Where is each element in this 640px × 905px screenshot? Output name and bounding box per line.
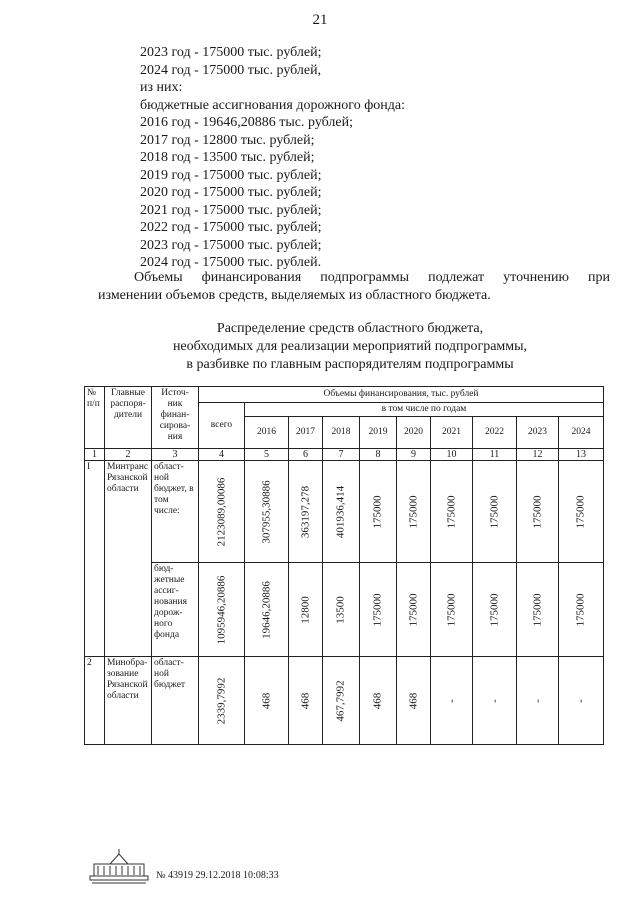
header-year: 2017	[289, 417, 323, 449]
header-year: 2022	[473, 417, 517, 449]
column-number: 12	[517, 449, 559, 461]
value-text: 467,7992	[334, 679, 347, 722]
value-text: 363197,278	[299, 485, 311, 538]
value-text: 468	[371, 692, 384, 709]
value-cell	[473, 563, 517, 657]
value-text: 175000	[445, 593, 457, 626]
budget-table	[84, 386, 604, 745]
value-cell	[289, 461, 323, 563]
row-source: бюд-жетные ассиг-нования дорож-ного фонда	[152, 563, 199, 657]
value-text: 1095946,20886	[215, 575, 227, 644]
document-stamp: № 43919 29.12.2018 10:08:33	[156, 870, 279, 881]
value-text: 19646,20886	[260, 580, 272, 639]
value-text: 175000	[574, 593, 587, 626]
funding-line: 2021 год - 175000 тыс. рублей;	[140, 202, 322, 218]
funding-line: 2024 год - 175000 тыс. рублей,	[140, 62, 322, 78]
value-cell	[199, 657, 245, 745]
value-text: 12800	[299, 595, 311, 624]
value-text: 175000	[371, 495, 384, 528]
value-text: -	[574, 698, 587, 703]
value-cell	[397, 657, 431, 745]
value-cell	[323, 563, 360, 657]
funding-line: 2023 год - 175000 тыс. рублей;	[140, 237, 322, 253]
value-text: 468	[407, 692, 419, 709]
row-source: област-ной бюджет	[152, 657, 199, 745]
row-num: 2	[85, 657, 105, 745]
column-number: 1	[85, 449, 105, 461]
value-cell	[199, 563, 245, 657]
footer	[88, 838, 608, 888]
value-cell	[473, 657, 517, 745]
value-text: 468	[260, 692, 272, 709]
value-cell	[245, 461, 289, 563]
column-number: 9	[397, 449, 431, 461]
value-cell	[517, 461, 559, 563]
column-number-row	[85, 449, 604, 461]
header-total: всего	[199, 403, 245, 449]
value-cell	[245, 563, 289, 657]
value-cell	[360, 461, 397, 563]
value-text: 175000	[371, 593, 384, 626]
column-number: 8	[360, 449, 397, 461]
table-title-line: необходимых для реализации мероприятий подпрограммы,	[172, 339, 528, 354]
value-cell	[360, 657, 397, 745]
value-text: 175000	[407, 593, 419, 626]
value-cell	[559, 563, 604, 657]
header-year: 2020	[397, 417, 431, 449]
value-cell	[559, 657, 604, 745]
funding-line: 2018 год - 13500 тыс. рублей;	[140, 150, 315, 165]
header-num: № п/п	[85, 387, 105, 449]
row-num: I	[85, 461, 105, 657]
header-year: 2019	[360, 417, 397, 449]
column-number: 11	[473, 449, 517, 461]
value-text: 468	[299, 692, 311, 709]
column-number: 7	[323, 449, 360, 461]
value-text: 401936,414	[334, 485, 347, 538]
header-year: 2024	[559, 417, 604, 449]
column-number: 3	[152, 449, 199, 461]
funding-line: 2024 год - 175000 тыс. рублей.	[140, 255, 322, 270]
table-title-line: в разбивке по главным распорядителям подпрограммы	[186, 357, 514, 372]
value-text: 175000	[488, 593, 500, 626]
header-managers: Главные распоря-дители	[105, 387, 152, 449]
funding-line: 2023 год - 175000 тыс. рублей;	[140, 45, 322, 60]
column-number: 2	[105, 449, 152, 461]
value-cell	[431, 657, 473, 745]
value-cell	[517, 563, 559, 657]
table-row	[85, 657, 604, 745]
column-number: 4	[199, 449, 245, 461]
value-text: -	[531, 698, 543, 703]
value-cell	[517, 657, 559, 745]
row-source: област-ной бюджет, в том числе:	[152, 461, 199, 563]
value-cell	[473, 461, 517, 563]
header-by-years: в том числе по годам	[245, 403, 604, 417]
table-title	[100, 320, 600, 374]
funding-line: 2016 год - 19646,20886 тыс. рублей;	[140, 115, 354, 130]
value-cell	[323, 461, 360, 563]
funding-lines	[140, 44, 405, 272]
value-text: 175000	[531, 495, 543, 528]
table-title-line: Распределение средств областного бюджета,	[216, 321, 484, 336]
funding-line: 2020 год - 175000 тыс. рублей;	[140, 185, 322, 200]
value-text: 175000	[531, 593, 543, 626]
row-manager: Минобра-зование Рязанской области	[105, 657, 152, 745]
value-cell	[245, 657, 289, 745]
header-year: 2016	[245, 417, 289, 449]
row-manager: Минтранс Рязанской области	[105, 461, 152, 657]
value-text: 175000	[488, 495, 500, 528]
page-number: 21	[312, 12, 328, 28]
column-number: 10	[431, 449, 473, 461]
value-text: 13500	[334, 595, 347, 624]
value-cell	[360, 563, 397, 657]
column-number: 5	[245, 449, 289, 461]
value-cell	[289, 657, 323, 745]
funding-line: 2022 год - 175000 тыс. рублей;	[140, 220, 322, 235]
value-text: -	[488, 698, 500, 703]
header-volumes: Объемы финансирования, тыс. рублей	[199, 387, 604, 403]
funding-line: 2017 год - 12800 тыс. рублей;	[140, 132, 315, 148]
header-source: Источ-ник финан-сирова-ния	[152, 387, 199, 449]
value-text: -	[445, 698, 457, 703]
header-year: 2018	[323, 417, 360, 449]
value-text: 175000	[574, 495, 587, 528]
column-number: 6	[289, 449, 323, 461]
funding-line: 2019 год - 175000 тыс. рублей;	[140, 167, 322, 183]
value-cell	[431, 563, 473, 657]
table-row	[85, 461, 604, 563]
paragraph-line-2: изменении объемов средств, выделяемых из областного бюджета.	[98, 287, 491, 303]
financing-paragraph	[98, 269, 610, 304]
header-year: 2023	[517, 417, 559, 449]
value-text: 175000	[445, 495, 457, 528]
column-number: 13	[559, 449, 604, 461]
value-text: 2339,7992	[215, 677, 227, 724]
value-text: 175000	[407, 495, 419, 528]
value-cell	[199, 461, 245, 563]
header-year: 2021	[431, 417, 473, 449]
value-cell	[431, 461, 473, 563]
funding-line: бюджетные ассигнования дорожного фонда:	[140, 97, 405, 113]
value-cell	[323, 657, 360, 745]
building-logo-icon	[88, 846, 150, 886]
funding-line: из них:	[140, 80, 183, 95]
value-cell	[397, 563, 431, 657]
value-cell	[289, 563, 323, 657]
paragraph-line-1: Объемы финансирования подпрограммы подлежат уточнению при	[134, 270, 610, 285]
table-row	[85, 563, 604, 657]
value-text: 2123089,00086	[215, 477, 227, 546]
value-cell	[559, 461, 604, 563]
value-text: 307955,30886	[260, 479, 272, 544]
value-cell	[397, 461, 431, 563]
